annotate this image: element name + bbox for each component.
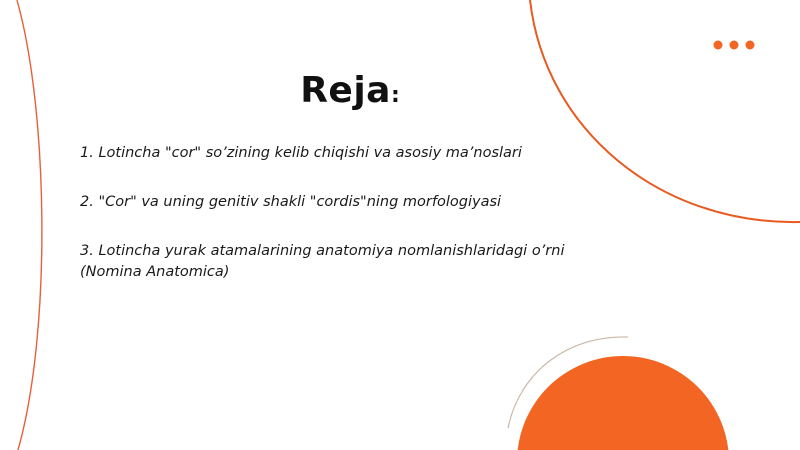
three-dots-icon	[714, 41, 755, 50]
slide-title-colon: :	[390, 83, 400, 108]
plan-list	[80, 143, 600, 311]
slide-title	[0, 70, 700, 111]
plan-item-3: 3. Lotincha yurak atamalarining anatomiya nomlanishlaridagi o’rni (Nomina Anatomica)	[80, 243, 565, 280]
plan-item-2: 2. "Cor" va uning genitiv shakli "cordis"ning morfologiyasi	[80, 194, 502, 210]
left-arc-line	[17, 0, 42, 450]
orange-circle	[517, 356, 729, 450]
slide-title-text: Reja	[300, 70, 391, 111]
plan-item-1: 1. Lotincha "cor" so’zining kelib chiqishi va asosiy ma’noslari	[80, 145, 522, 161]
